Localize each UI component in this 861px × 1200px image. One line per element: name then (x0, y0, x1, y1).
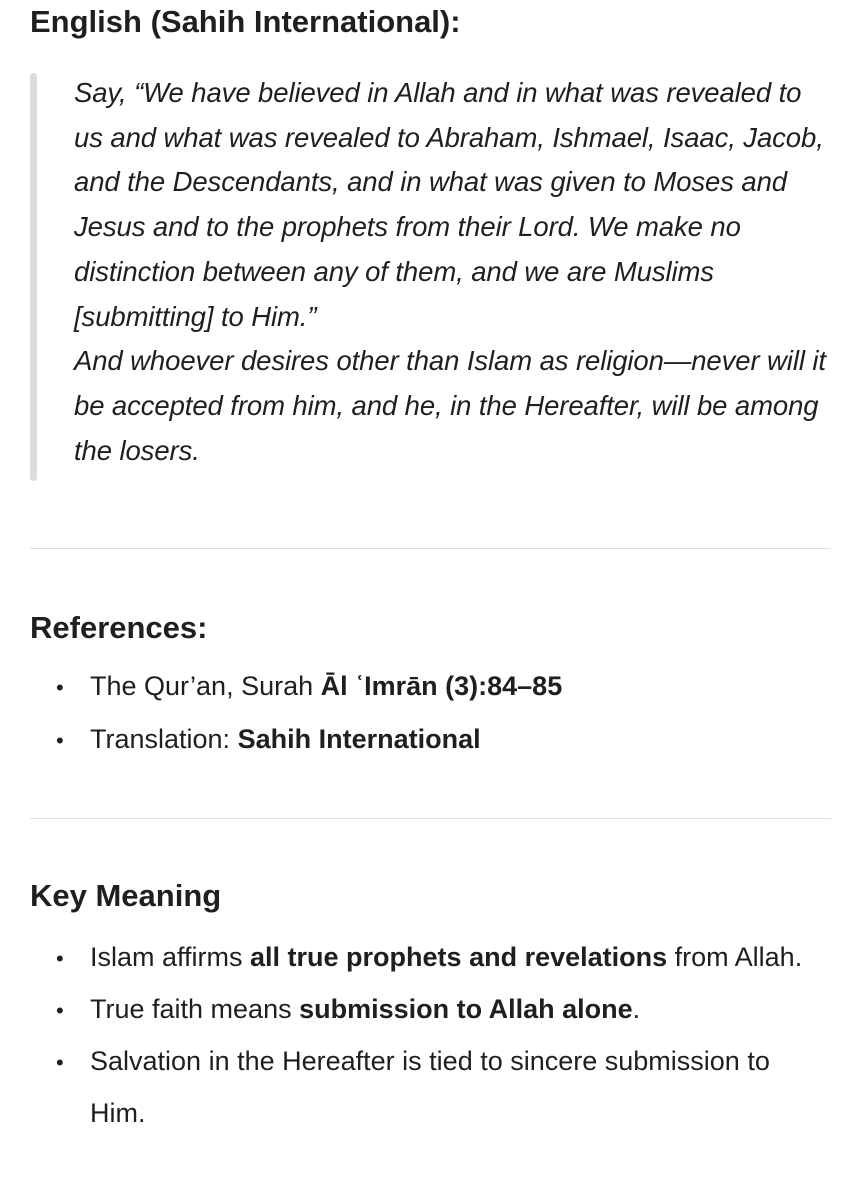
translation-blockquote (30, 71, 831, 473)
bullet-icon: • (56, 675, 64, 700)
item-bold: Sahih International (237, 724, 481, 754)
item-bold: Āl ʿImrān (3):84–85 (320, 671, 563, 701)
list-item (30, 664, 831, 708)
quote-verse-84: Say, “We have believed in Allah and in what was revealed to us and what was revealed to Abraham, Ishmael, Isaac, Jacob, and the Descendants, and in what was given to Moses and Jesus and to the prophets from their Lord. We make no distinction between any of them, and we are Muslims [submitting] to Him.” (74, 77, 824, 332)
divider-1 (30, 548, 831, 549)
item-suffix: from Allah. (667, 942, 803, 972)
key-meaning-heading: Key Meaning (30, 878, 222, 913)
list-item (30, 717, 831, 761)
list-item (30, 983, 831, 1035)
key-meaning-list (30, 931, 831, 1139)
references-heading: References: (30, 610, 208, 645)
item-text: Salvation in the Hereafter is tied to sincere submission to Him. (90, 1046, 770, 1128)
item-bold: all true prophets and revelations (250, 942, 668, 972)
blockquote-bar (30, 73, 37, 481)
divider-2 (30, 818, 831, 819)
item-suffix: . (632, 994, 641, 1024)
list-item (30, 931, 831, 983)
item-text: The Qur’an, Surah (90, 671, 321, 701)
english-heading: English (Sahih International): (30, 4, 461, 39)
item-text: Islam affirms (90, 942, 251, 972)
item-text: True faith means (90, 994, 300, 1024)
bullet-icon: • (56, 1050, 64, 1075)
quote-verse-85: And whoever desires other than Islam as religion—never will it be accepted from him, and he, in the Hereafter, will be among the losers. (74, 345, 826, 466)
references-list (30, 664, 831, 770)
bullet-icon: • (56, 946, 64, 971)
item-text: Translation: (90, 724, 238, 754)
list-item (30, 1035, 831, 1139)
item-bold: submission to Allah alone (299, 994, 633, 1024)
bullet-icon: • (56, 728, 64, 753)
bullet-icon: • (56, 998, 64, 1023)
